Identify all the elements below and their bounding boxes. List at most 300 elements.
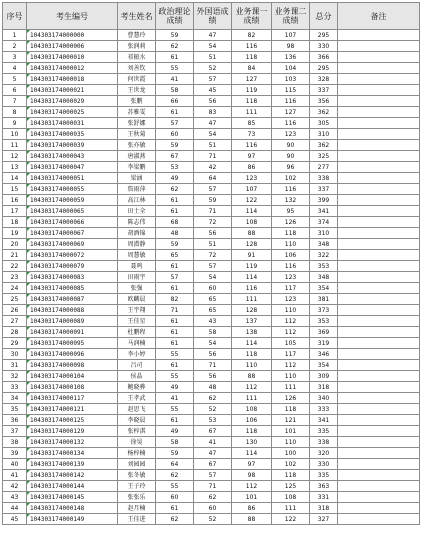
politics-score-cell: 55 bbox=[156, 349, 194, 360]
total-score-cell: 335 bbox=[310, 470, 338, 481]
remark-cell bbox=[338, 415, 420, 426]
table-row bbox=[3, 151, 420, 162]
politics-score-cell: 66 bbox=[156, 96, 194, 107]
course1-score-cell: 127 bbox=[232, 74, 272, 85]
seq-cell: 29 bbox=[3, 338, 27, 349]
course1-score-cell: 111 bbox=[232, 107, 272, 118]
exam-id-cell: 104303174000006 bbox=[27, 41, 118, 52]
course1-score-cell: 82 bbox=[232, 30, 272, 41]
course1-score-cell: 112 bbox=[232, 382, 272, 393]
language-score-cell: 72 bbox=[194, 250, 232, 261]
table-row bbox=[3, 162, 420, 173]
student-name-cell: 聂鸣 bbox=[118, 261, 156, 272]
language-score-cell: 45 bbox=[194, 85, 232, 96]
politics-score-cell: 62 bbox=[156, 470, 194, 481]
exam-id-cell: 104303174000018 bbox=[27, 74, 118, 85]
course1-score-cell: 107 bbox=[232, 184, 272, 195]
exam-id-cell: 104303174000079 bbox=[27, 261, 118, 272]
student-name-cell: 吕司 bbox=[118, 360, 156, 371]
total-score-cell: 327 bbox=[310, 514, 338, 525]
seq-cell: 45 bbox=[3, 514, 27, 525]
table-body bbox=[3, 30, 420, 525]
course1-score-cell: 111 bbox=[232, 294, 272, 305]
course1-score-cell: 114 bbox=[232, 272, 272, 283]
remark-cell bbox=[338, 96, 420, 107]
politics-score-cell: 61 bbox=[156, 52, 194, 63]
seq-cell: 3 bbox=[3, 52, 27, 63]
table-row bbox=[3, 426, 420, 437]
language-score-cell: 57 bbox=[194, 74, 232, 85]
course1-score-cell: 118 bbox=[232, 349, 272, 360]
seq-cell: 44 bbox=[3, 503, 27, 514]
total-score-cell: 337 bbox=[310, 184, 338, 195]
total-score-cell: 337 bbox=[310, 85, 338, 96]
total-score-cell: 369 bbox=[310, 327, 338, 338]
student-name-cell: 欧麟晨 bbox=[118, 294, 156, 305]
politics-score-cell: 61 bbox=[156, 503, 194, 514]
course2-score-cell: 102 bbox=[272, 173, 310, 184]
table-row bbox=[3, 228, 420, 239]
language-score-cell: 71 bbox=[194, 151, 232, 162]
course1-score-cell: 118 bbox=[232, 96, 272, 107]
course2-score-cell: 115 bbox=[272, 85, 310, 96]
course1-score-cell: 112 bbox=[232, 481, 272, 492]
exam-id-cell: 104303174000142 bbox=[27, 470, 118, 481]
seq-cell: 26 bbox=[3, 305, 27, 316]
course2-score-cell: 107 bbox=[272, 30, 310, 41]
politics-score-cell: 61 bbox=[156, 107, 194, 118]
course2-score-cell: 90 bbox=[272, 151, 310, 162]
table-row bbox=[3, 173, 420, 184]
remark-cell bbox=[338, 404, 420, 415]
course1-score-cell: 88 bbox=[232, 514, 272, 525]
remark-cell bbox=[338, 349, 420, 360]
total-score-cell: 341 bbox=[310, 206, 338, 217]
course2-score-cell: 102 bbox=[272, 459, 310, 470]
politics-score-cell: 61 bbox=[156, 415, 194, 426]
total-score-cell: 277 bbox=[310, 162, 338, 173]
course2-score-cell: 111 bbox=[272, 503, 310, 514]
total-score-cell: 353 bbox=[310, 261, 338, 272]
table-row bbox=[3, 503, 420, 514]
seq-cell: 12 bbox=[3, 151, 27, 162]
politics-score-cell: 55 bbox=[156, 481, 194, 492]
total-score-cell: 295 bbox=[310, 63, 338, 74]
total-score-cell: 325 bbox=[310, 151, 338, 162]
student-name-cell: 李晓晨 bbox=[118, 415, 156, 426]
exam-id-cell: 104303174000051 bbox=[27, 173, 118, 184]
language-score-cell: 62 bbox=[194, 393, 232, 404]
seq-cell: 22 bbox=[3, 261, 27, 272]
course2-score-cell: 111 bbox=[272, 382, 310, 393]
total-score-cell: 362 bbox=[310, 140, 338, 151]
student-name-cell: 赵月楠 bbox=[118, 503, 156, 514]
seq-cell: 14 bbox=[3, 173, 27, 184]
total-score-cell: 399 bbox=[310, 195, 338, 206]
politics-score-cell: 61 bbox=[156, 283, 194, 294]
seq-cell: 11 bbox=[3, 140, 27, 151]
seq-cell: 5 bbox=[3, 74, 27, 85]
politics-score-cell: 57 bbox=[156, 272, 194, 283]
language-score-cell: 51 bbox=[194, 239, 232, 250]
total-score-cell: 348 bbox=[310, 239, 338, 250]
language-score-cell: 41 bbox=[194, 437, 232, 448]
politics-score-cell: 61 bbox=[156, 206, 194, 217]
course1-score-cell: 73 bbox=[232, 129, 272, 140]
student-name-cell: 张舒娜 bbox=[118, 118, 156, 129]
student-name-cell: 王佳星 bbox=[118, 316, 156, 327]
exam-id-cell: 104303174000059 bbox=[27, 195, 118, 206]
table-row bbox=[3, 360, 420, 371]
politics-score-cell: 58 bbox=[156, 85, 194, 96]
exam-id-cell: 104303174000039 bbox=[27, 140, 118, 151]
student-name-cell: 何世霞 bbox=[118, 74, 156, 85]
course2-score-cell: 116 bbox=[272, 96, 310, 107]
language-score-cell: 56 bbox=[194, 371, 232, 382]
remark-cell bbox=[338, 140, 420, 151]
table-row bbox=[3, 448, 420, 459]
exam-id-cell: 104303174000134 bbox=[27, 448, 118, 459]
exam-id-cell: 104303174000139 bbox=[27, 459, 118, 470]
table-row bbox=[3, 294, 420, 305]
total-score-cell: 340 bbox=[310, 393, 338, 404]
table-row bbox=[3, 85, 420, 96]
language-score-cell: 71 bbox=[194, 481, 232, 492]
language-score-cell: 72 bbox=[194, 217, 232, 228]
seq-cell: 31 bbox=[3, 360, 27, 371]
header-row bbox=[3, 3, 420, 30]
remark-cell bbox=[338, 305, 420, 316]
exam-id-cell: 104303174000087 bbox=[27, 294, 118, 305]
language-score-cell: 71 bbox=[194, 360, 232, 371]
table-row bbox=[3, 239, 420, 250]
seq-cell: 23 bbox=[3, 272, 27, 283]
remark-cell bbox=[338, 327, 420, 338]
table-row bbox=[3, 96, 420, 107]
total-score-cell: 330 bbox=[310, 41, 338, 52]
student-name-cell: 侯晶 bbox=[118, 371, 156, 382]
total-score-cell: 353 bbox=[310, 316, 338, 327]
exam-id-cell: 104303174000065 bbox=[27, 206, 118, 217]
total-score-cell: 309 bbox=[310, 371, 338, 382]
exam-id-cell: 104303174000095 bbox=[27, 338, 118, 349]
course1-score-cell: 128 bbox=[232, 239, 272, 250]
student-name-cell: 张强 bbox=[118, 283, 156, 294]
exam-id-cell: 104303174000129 bbox=[27, 426, 118, 437]
col-politics-header: 政治理论成绩 bbox=[156, 3, 194, 30]
politics-score-cell: 61 bbox=[156, 360, 194, 371]
course1-score-cell: 108 bbox=[232, 217, 272, 228]
seq-cell: 19 bbox=[3, 228, 27, 239]
student-name-cell: 王子玲 bbox=[118, 481, 156, 492]
seq-cell: 36 bbox=[3, 415, 27, 426]
language-score-cell: 57 bbox=[194, 261, 232, 272]
student-name-cell: 鲍晓骅 bbox=[118, 382, 156, 393]
politics-score-cell: 49 bbox=[156, 382, 194, 393]
total-score-cell: 330 bbox=[310, 459, 338, 470]
table-row bbox=[3, 272, 420, 283]
politics-score-cell: 59 bbox=[156, 30, 194, 41]
remark-cell bbox=[338, 272, 420, 283]
student-name-cell: 胡酒锦 bbox=[118, 228, 156, 239]
total-score-cell: 333 bbox=[310, 404, 338, 415]
exam-id-cell: 104303174000088 bbox=[27, 305, 118, 316]
col-language-header: 外国语成绩 bbox=[194, 3, 232, 30]
course2-score-cell: 125 bbox=[272, 481, 310, 492]
course1-score-cell: 137 bbox=[232, 316, 272, 327]
course2-score-cell: 117 bbox=[272, 283, 310, 294]
course1-score-cell: 85 bbox=[232, 118, 272, 129]
remark-cell bbox=[338, 470, 420, 481]
course2-score-cell: 121 bbox=[272, 415, 310, 426]
exam-id-cell: 104303174000144 bbox=[27, 481, 118, 492]
exam-id-cell: 104303174000104 bbox=[27, 371, 118, 382]
exam-id-cell: 104303174000066 bbox=[27, 217, 118, 228]
exam-id-cell: 104303174000000 bbox=[27, 30, 118, 41]
total-score-cell: 354 bbox=[310, 283, 338, 294]
language-score-cell: 65 bbox=[194, 294, 232, 305]
seq-cell: 37 bbox=[3, 426, 27, 437]
course2-score-cell: 123 bbox=[272, 129, 310, 140]
exam-id-cell: 104303174000085 bbox=[27, 283, 118, 294]
course2-score-cell: 136 bbox=[272, 52, 310, 63]
total-score-cell: 366 bbox=[310, 52, 338, 63]
col-name-header: 考生姓名 bbox=[118, 3, 156, 30]
student-name-cell: 曹慧玲 bbox=[118, 30, 156, 41]
table-row bbox=[3, 74, 420, 85]
seq-cell: 30 bbox=[3, 349, 27, 360]
language-score-cell: 59 bbox=[194, 195, 232, 206]
language-score-cell: 47 bbox=[194, 30, 232, 41]
course1-score-cell: 116 bbox=[232, 41, 272, 52]
remark-cell bbox=[338, 228, 420, 239]
remark-cell bbox=[338, 360, 420, 371]
total-score-cell: 341 bbox=[310, 415, 338, 426]
table-row bbox=[3, 118, 420, 129]
politics-score-cell: 62 bbox=[156, 514, 194, 525]
seq-cell: 7 bbox=[3, 96, 27, 107]
seq-cell: 35 bbox=[3, 404, 27, 415]
course2-score-cell: 117 bbox=[272, 349, 310, 360]
student-name-cell: 赵思飞 bbox=[118, 404, 156, 415]
language-score-cell: 54 bbox=[194, 129, 232, 140]
score-sheet bbox=[2, 2, 419, 525]
language-score-cell: 52 bbox=[194, 514, 232, 525]
remark-cell bbox=[338, 195, 420, 206]
exam-id-cell: 104303174000148 bbox=[27, 503, 118, 514]
course2-score-cell: 101 bbox=[272, 426, 310, 437]
politics-score-cell: 55 bbox=[156, 404, 194, 415]
seq-cell: 8 bbox=[3, 107, 27, 118]
language-score-cell: 60 bbox=[194, 503, 232, 514]
remark-cell bbox=[338, 294, 420, 305]
remark-cell bbox=[338, 41, 420, 52]
student-name-cell: 王世龙 bbox=[118, 85, 156, 96]
language-score-cell: 47 bbox=[194, 118, 232, 129]
remark-cell bbox=[338, 382, 420, 393]
course2-score-cell: 116 bbox=[272, 261, 310, 272]
total-score-cell: 338 bbox=[310, 437, 338, 448]
total-score-cell: 310 bbox=[310, 228, 338, 239]
total-score-cell: 318 bbox=[310, 503, 338, 514]
remark-cell bbox=[338, 151, 420, 162]
seq-cell: 24 bbox=[3, 283, 27, 294]
total-score-cell: 346 bbox=[310, 349, 338, 360]
student-name-cell: 王秋菊 bbox=[118, 129, 156, 140]
course2-score-cell: 98 bbox=[272, 41, 310, 52]
language-score-cell: 52 bbox=[194, 63, 232, 74]
course2-score-cell: 110 bbox=[272, 305, 310, 316]
student-name-cell: 詹雨萍 bbox=[118, 184, 156, 195]
col-course2-header: 业务课二成绩 bbox=[272, 3, 310, 30]
remark-cell bbox=[338, 74, 420, 85]
course2-score-cell: 110 bbox=[272, 239, 310, 250]
student-name-cell: 张润莉 bbox=[118, 41, 156, 52]
table-row bbox=[3, 514, 420, 525]
course1-score-cell: 84 bbox=[232, 63, 272, 74]
total-score-cell: 322 bbox=[310, 250, 338, 261]
politics-score-cell: 55 bbox=[156, 63, 194, 74]
remark-cell bbox=[338, 393, 420, 404]
course2-score-cell: 126 bbox=[272, 217, 310, 228]
remark-cell bbox=[338, 459, 420, 470]
exam-id-cell: 104303174000012 bbox=[27, 63, 118, 74]
politics-score-cell: 64 bbox=[156, 459, 194, 470]
language-score-cell: 58 bbox=[194, 327, 232, 338]
politics-score-cell: 57 bbox=[156, 118, 194, 129]
language-score-cell: 43 bbox=[194, 316, 232, 327]
remark-cell bbox=[338, 52, 420, 63]
language-score-cell: 60 bbox=[194, 283, 232, 294]
seq-cell: 28 bbox=[3, 327, 27, 338]
course1-score-cell: 123 bbox=[232, 173, 272, 184]
student-name-cell: 刘善钦 bbox=[118, 63, 156, 74]
politics-score-cell: 60 bbox=[156, 492, 194, 503]
exam-id-cell: 104303174000035 bbox=[27, 129, 118, 140]
politics-score-cell: 68 bbox=[156, 217, 194, 228]
course1-score-cell: 106 bbox=[232, 415, 272, 426]
table-row bbox=[3, 140, 420, 151]
politics-score-cell: 49 bbox=[156, 173, 194, 184]
course1-score-cell: 91 bbox=[232, 250, 272, 261]
seq-cell: 41 bbox=[3, 470, 27, 481]
politics-score-cell: 41 bbox=[156, 393, 194, 404]
total-score-cell: 362 bbox=[310, 107, 338, 118]
course2-score-cell: 132 bbox=[272, 195, 310, 206]
remark-cell bbox=[338, 481, 420, 492]
politics-score-cell: 82 bbox=[156, 294, 194, 305]
total-score-cell: 318 bbox=[310, 382, 338, 393]
student-name-cell: 苏雅雯 bbox=[118, 107, 156, 118]
language-score-cell: 54 bbox=[194, 41, 232, 52]
student-name-cell: 田士全 bbox=[118, 206, 156, 217]
politics-score-cell: 61 bbox=[156, 316, 194, 327]
course2-score-cell: 103 bbox=[272, 74, 310, 85]
exam-id-cell: 104303174000149 bbox=[27, 514, 118, 525]
course2-score-cell: 106 bbox=[272, 250, 310, 261]
student-name-cell: 张鹏 bbox=[118, 96, 156, 107]
course1-score-cell: 114 bbox=[232, 206, 272, 217]
course1-score-cell: 101 bbox=[232, 492, 272, 503]
total-score-cell: 356 bbox=[310, 96, 338, 107]
politics-score-cell: 67 bbox=[156, 151, 194, 162]
table-row bbox=[3, 481, 420, 492]
course2-score-cell: 116 bbox=[272, 184, 310, 195]
total-score-cell: 381 bbox=[310, 294, 338, 305]
remark-cell bbox=[338, 129, 420, 140]
politics-score-cell: 62 bbox=[156, 41, 194, 52]
exam-id-cell: 104303174000021 bbox=[27, 85, 118, 96]
student-name-cell: 马润楠 bbox=[118, 338, 156, 349]
remark-cell bbox=[338, 371, 420, 382]
course2-score-cell: 95 bbox=[272, 206, 310, 217]
course2-score-cell: 122 bbox=[272, 514, 310, 525]
politics-score-cell: 61 bbox=[156, 195, 194, 206]
course1-score-cell: 97 bbox=[232, 459, 272, 470]
remark-cell bbox=[338, 426, 420, 437]
table-row bbox=[3, 382, 420, 393]
total-score-cell: 319 bbox=[310, 338, 338, 349]
course2-score-cell: 96 bbox=[272, 162, 310, 173]
total-score-cell: 363 bbox=[310, 481, 338, 492]
exam-id-cell: 104303174000132 bbox=[27, 437, 118, 448]
exam-id-cell: 104303174000121 bbox=[27, 404, 118, 415]
total-score-cell: 320 bbox=[310, 448, 338, 459]
total-score-cell: 374 bbox=[310, 217, 338, 228]
seq-cell: 40 bbox=[3, 459, 27, 470]
course2-score-cell: 123 bbox=[272, 294, 310, 305]
politics-score-cell: 59 bbox=[156, 448, 194, 459]
remark-cell bbox=[338, 503, 420, 514]
language-score-cell: 56 bbox=[194, 349, 232, 360]
politics-score-cell: 61 bbox=[156, 338, 194, 349]
politics-score-cell: 71 bbox=[156, 305, 194, 316]
course1-score-cell: 118 bbox=[232, 426, 272, 437]
total-score-cell: 373 bbox=[310, 305, 338, 316]
student-name-cell: 王孝武 bbox=[118, 393, 156, 404]
seq-cell: 33 bbox=[3, 382, 27, 393]
course1-score-cell: 119 bbox=[232, 85, 272, 96]
table-row bbox=[3, 349, 420, 360]
course1-score-cell: 98 bbox=[232, 470, 272, 481]
exam-id-cell: 104303174000117 bbox=[27, 393, 118, 404]
table-row bbox=[3, 261, 420, 272]
remark-cell bbox=[338, 261, 420, 272]
table-row bbox=[3, 217, 420, 228]
remark-cell bbox=[338, 492, 420, 503]
exam-id-cell: 104303174000031 bbox=[27, 118, 118, 129]
course1-score-cell: 86 bbox=[232, 162, 272, 173]
language-score-cell: 42 bbox=[194, 162, 232, 173]
student-name-cell: 高江林 bbox=[118, 195, 156, 206]
student-name-cell: 张张乐 bbox=[118, 492, 156, 503]
course2-score-cell: 90 bbox=[272, 140, 310, 151]
language-score-cell: 62 bbox=[194, 492, 232, 503]
course2-score-cell: 108 bbox=[272, 492, 310, 503]
seq-cell: 2 bbox=[3, 41, 27, 52]
remark-cell bbox=[338, 107, 420, 118]
exam-id-cell: 104303174000091 bbox=[27, 327, 118, 338]
language-score-cell: 67 bbox=[194, 426, 232, 437]
politics-score-cell: 48 bbox=[156, 228, 194, 239]
remark-cell bbox=[338, 338, 420, 349]
remark-cell bbox=[338, 63, 420, 74]
seq-cell: 43 bbox=[3, 492, 27, 503]
table-row bbox=[3, 52, 420, 63]
col-remark-header: 备注 bbox=[338, 3, 420, 30]
remark-cell bbox=[338, 283, 420, 294]
student-name-cell: 祁振水 bbox=[118, 52, 156, 63]
